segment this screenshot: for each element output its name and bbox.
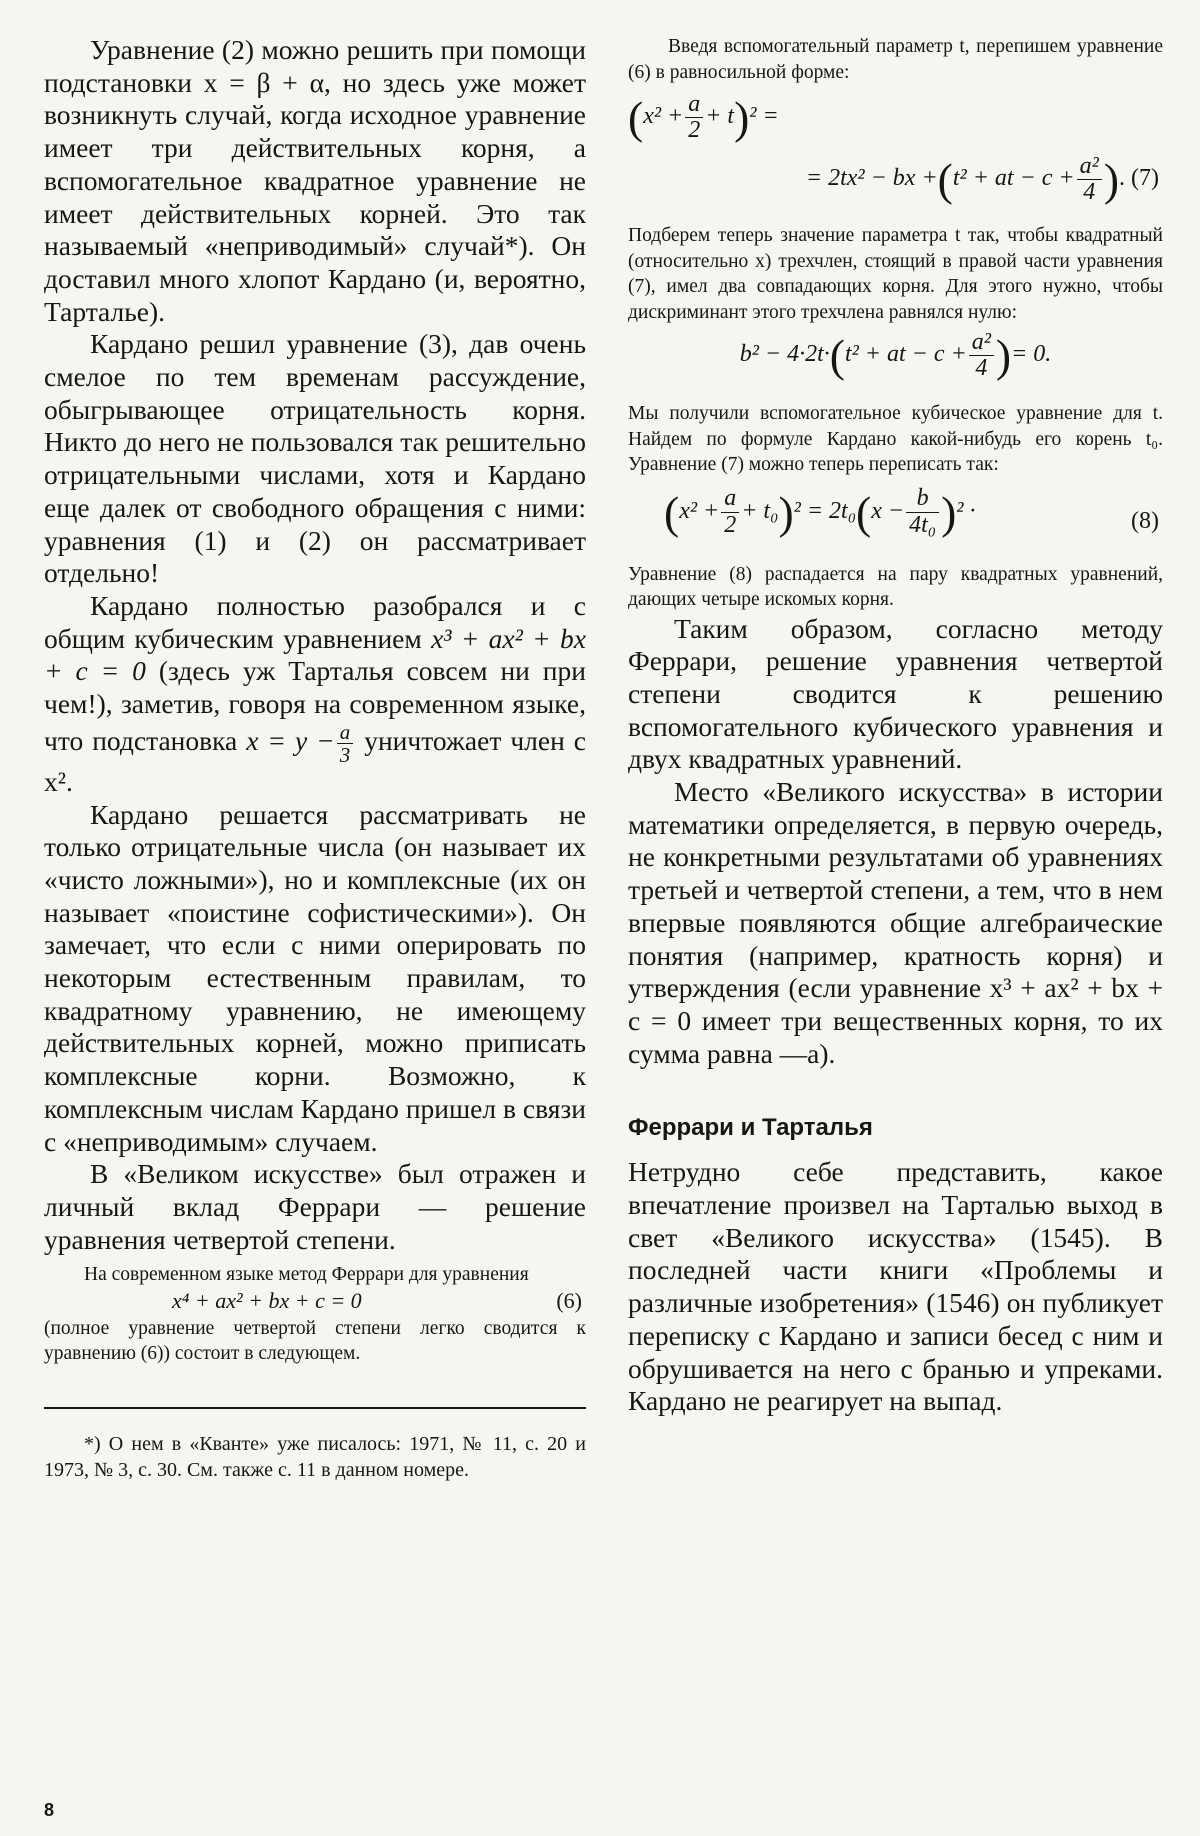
equation-6: x⁴ + ax² + bx + c = 0 (6) xyxy=(172,1287,582,1313)
footnote-divider xyxy=(44,1407,586,1409)
paragraph-great-art-place: Место «Великого искусства» в истории математики определяется, в первую очередь, не конкретными результатами об уравнениях третьей и четвертой степени, а тем, что в нем впервые появляются общие алгебраические понятия (например, кратность корня) и утверждения (если уравнение x³ + ax² + bx + c = 0 имеет три вещественных корня, то их сумма равна —a). xyxy=(628,776,1163,1069)
discriminant-condition: Подберем теперь значение параметра t так, чтобы квадратный (относительно x) трехчлен, стоящий в правой части уравнения (7), имел два совпадающих корня. Для этого нужно, чтобы дискриминант этого трехчлена равнялся нулю: xyxy=(628,225,1163,323)
right-column xyxy=(628,34,1163,1418)
paragraph-irreducible-case: Уравнение (2) можно решить при помощи подстановки x = β + α, но здесь уже может возникнуть случай, когда исходное уравнение имеет три действительных корня, а вспомогательное квадратное уравнение не имеет действительных корней. Это так называемый «неприводимый» случай*). Он доставил много хлопот Кардано (и, вероятно, Тарталье). xyxy=(44,34,586,327)
paragraph-tartaglia-reaction: Нетрудно себе представить, какое впечатление произвел на Тарталью выход в свет «Великого искусства» (1545). В последней части книги «Проблемы и различные изобретения» (1546) он публикует переписку с Кардано и записи бесед с ним и обрушивается на него с бранью и упреками. Кардано не реагирует на выпад. xyxy=(628,1156,1163,1417)
paragraph-ferrari-method-summary: Таким образом, согласно методу Феррари, решение уравнения четвертой степени сводится к решению вспомогательного кубического уравнения и двух квадратных уравнений. xyxy=(628,612,1163,775)
substitution-formula: x = y − $\frac{a}{3}$ xyxy=(246,725,355,756)
ferrari-method-note: (полное уравнение четвертой степени легко сводится к уравнению (6)) состоит в следующем. xyxy=(44,1317,586,1365)
equation-8: (x² + $\frac{a}{2}$ + t₀)² = 2t₀(x − $\frac{b}{\text{4t₀}}$ )² · (8) xyxy=(664,485,1159,538)
paragraph-cardano-equation-3: Кардано решил уравнение (3), дав очень смелое по тем временам рассуждение, обыгрывающее отрицательность корня. Никто до него не пользовался так решительно отрицательными числами, хотя и Кардано еще далек от свободного обращения с ними: уравнения (1) и (2) он рассматривает отдельно! xyxy=(44,328,586,589)
auxiliary-cubic: Мы получили вспомогательное кубическое уравнение для t. Найдем по формуле Кардано какой-нибудь его корень t₀. Уравнение (7) можно теперь переписать так: xyxy=(628,403,1163,475)
equation-8-splits: Уравнение (8) распадается на пару квадратных уравнений, дающих четыре искомых корня. xyxy=(628,563,1163,610)
cubic-equation: x³ + ax² + bx + c = 0 xyxy=(44,622,586,687)
paragraph-complex-numbers: Кардано решается рассматривать не только отрицательные числа (он называет их «чисто ложными»), но и комплексные (их он называет «поистине софистическими»). Он замечает, что если с ними оперировать по некоторым естественным правилам, то квадратному уравнению, не имеющему действительных корней, можно приписать комплексные корни. Возможно, к комплексным числам Кардано пришел в связи с «неприводимым» случаем. xyxy=(44,798,586,1157)
ferrari-method-intro: На современном языке метод Феррари для уравнения xyxy=(84,1264,529,1286)
section-heading: Феррари и Тарталья xyxy=(628,1114,873,1142)
paragraph-general-cubic: Кардано полностью разобрался и с общим кубическим уравнением x³ + ax² + bx + c = 0 (здесь уж Тарталья совсем ни при чем!), заметив, говоря на современном языке, что подстановка x = y − $\frac{a}{3}$ уничтожает член с x². xyxy=(44,589,586,797)
paragraph-ferrari-contribution: В «Великом искусстве» был отражен и личный вклад Феррари — решение уравнения четвертой степени. xyxy=(44,1158,586,1255)
parameter-intro: Введя вспомогательный параметр t, перепишем уравнение (6) в равносильной форме: xyxy=(628,36,1163,83)
footnote: *) О нем в «Кванте» уже писалось: 1971, № 11, с. 20 и 1973, № 3, с. 30. См. также с. 11 в данном номере. xyxy=(44,1432,586,1481)
equation-7-line-1: (x² + $\frac{a}{2}$ + t)² = xyxy=(628,90,779,143)
discriminant-equation: b² − 4·2t·(t² + at − c + $\frac{\text{a²}}{4}$ )= 0. xyxy=(739,328,1052,381)
page-number: 8 xyxy=(44,1800,55,1820)
equation-7-line-2: = 2tx² − bx +(t² + at − c + $\frac{\text{a²}}{4}$ ). (7) xyxy=(805,152,1159,205)
left-column xyxy=(44,34,586,1483)
